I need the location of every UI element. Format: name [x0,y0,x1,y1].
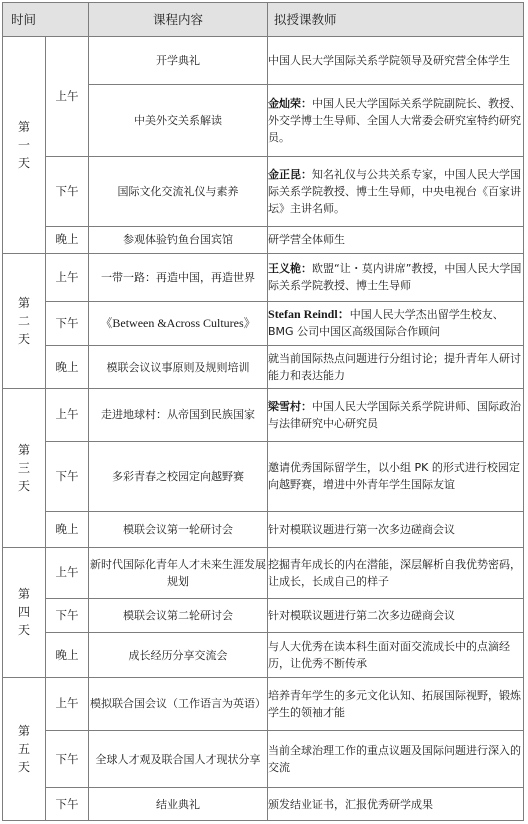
course-cell: 全球人才观及联合国人才现状分享 [89,730,268,788]
course-cell: 模拟联合国会议（工作语言为英语） [89,677,268,730]
header-course: 课程内容 [89,3,268,37]
time-slot: 晚上 [46,511,89,548]
table-row [3,548,524,599]
time-slot: 上午 [46,677,89,730]
table-row [3,441,524,511]
table-row [3,301,524,346]
teacher-text: 培养青年学生的多元文化认知、拓展国际视野，锻炼学生的领袖才能 [268,688,522,719]
teacher-text: 颁发结业证书，汇报优秀研学成果 [268,797,434,811]
time-slot: 上午 [46,37,89,157]
teacher-cell [268,346,524,389]
teacher-cell [268,730,524,788]
teacher-text: 当前全球治理工作的重点议题及国际问题进行深入的交流 [268,744,522,774]
course-cell: 新时代国际化青年人才未来生涯发展规划 [89,548,268,599]
day-label: 第五天 [3,677,46,820]
schedule-table [2,2,524,821]
teacher-cell [268,633,524,678]
time-slot: 晚上 [46,346,89,389]
time-slot: 下午 [46,598,89,632]
teacher-cell [268,254,524,302]
teacher-cell [268,511,524,548]
teacher-name: Stefan Reindl： [268,307,350,322]
table-row [3,730,524,788]
teacher-cell [268,84,524,156]
course-cell: 结业典礼 [89,788,268,821]
teacher-cell [268,548,524,599]
teacher-text: 与人大优秀在读本科生面对面交流成长中的点滴经历，让优秀不断传承 [268,640,511,671]
course-cell: 成长经历分享交流会 [89,633,268,678]
time-slot: 下午 [46,156,89,226]
course-cell: 开学典礼 [89,37,268,85]
teacher-name: 梁雪村： [268,399,313,413]
table-row [3,633,524,678]
teacher-cell [268,156,524,226]
teacher-text: 针对模联议题进行第一次多边磋商会议 [268,522,456,536]
teacher-text: 中国人民大学国际关系学院讲师、国际政治与法律研究中心研究员 [268,399,522,430]
teacher-text: 研学营全体师生 [268,233,346,247]
header-teacher: 拟授课教师 [268,3,524,37]
day-label: 第三天 [3,388,46,547]
table-row [3,511,524,548]
time-slot: 下午 [46,730,89,788]
teacher-text: 挖掘青年成长的内在潜能，深层解析自我优势密码，让成长，长成自己的样子 [268,557,522,588]
table-row [3,254,524,302]
course-cell: 多彩青春之校园定向越野赛 [89,441,268,511]
day-label: 第四天 [3,548,46,678]
table-row [3,598,524,632]
table-row [3,346,524,389]
time-slot: 下午 [46,441,89,511]
course-cell: 《Between &Across Cultures》 [89,301,268,346]
time-slot: 晚上 [46,633,89,678]
time-slot: 晚上 [46,226,89,253]
teacher-name: 金正昆： [268,167,313,181]
course-cell: 中美外交关系解读 [89,84,268,156]
teacher-text: 欧盟“让・莫内讲席”教授，中国人民大学国际关系学院教授、博士生导师 [268,262,522,293]
teacher-cell [268,677,524,730]
course-cell: 模联会议第一轮研讨会 [89,511,268,548]
time-slot: 上午 [46,254,89,302]
teacher-cell [268,598,524,632]
table-row [3,677,524,730]
teacher-text: 邀请优秀国际留学生，以小组 PK 的形式进行校园定向越野赛，增进中外青年学生国际友谊 [268,461,520,492]
teacher-text: 就当前国际热点问题进行分组讨论；提升青年人研讨能力和表达能力 [268,352,522,383]
course-cell: 模联会议议事原则及规则培训 [89,346,268,389]
time-slot: 下午 [46,301,89,346]
table-row [3,37,524,85]
teacher-cell [268,37,524,85]
teacher-cell [268,788,524,821]
course-cell: 一带一路：再造中国，再造世界 [89,254,268,302]
time-slot: 上午 [46,548,89,599]
course-cell: 国际文化交流礼仪与素养 [89,156,268,226]
table-row [3,156,524,226]
teacher-name: 王义桅： [268,262,313,276]
teacher-cell [268,226,524,253]
header-time: 时间 [3,3,89,37]
day-label: 第二天 [3,254,46,389]
course-cell: 参观体验钓鱼台国宾馆 [89,226,268,253]
table-row [3,388,524,441]
teacher-text: 中国人民大学国际关系学院领导及研究营全体学生 [268,53,511,67]
teacher-text: 中国人民大学杰出留学生校友、BMG 公司中国区高级国际合作顾问 [268,308,504,339]
time-slot: 上午 [46,388,89,441]
course-cell: 走进地球村：从帝国到民族国家 [89,388,268,441]
table-row [3,788,524,821]
teacher-text: 针对模联议题进行第二次多边磋商会议 [268,609,456,623]
header-row [3,3,524,37]
table-row [3,226,524,253]
teacher-cell [268,301,524,346]
teacher-text: 中国人民大学国际关系学院副院长、教授、外交学博士生导师、全国人大常委会研究室特约研究员。 [268,96,522,144]
teacher-name: 金灿荣： [268,96,313,110]
time-slot: 下午 [46,788,89,821]
course-cell: 模联会议第二轮研讨会 [89,598,268,632]
teacher-cell [268,441,524,511]
teacher-text: 知名礼仪与公共关系专家，中国人民大学国际关系学院教授、博士生导师，中央电视台《百家讲坛》主讲名师。 [268,167,522,215]
teacher-cell [268,388,524,441]
day-label: 第一天 [3,37,46,254]
